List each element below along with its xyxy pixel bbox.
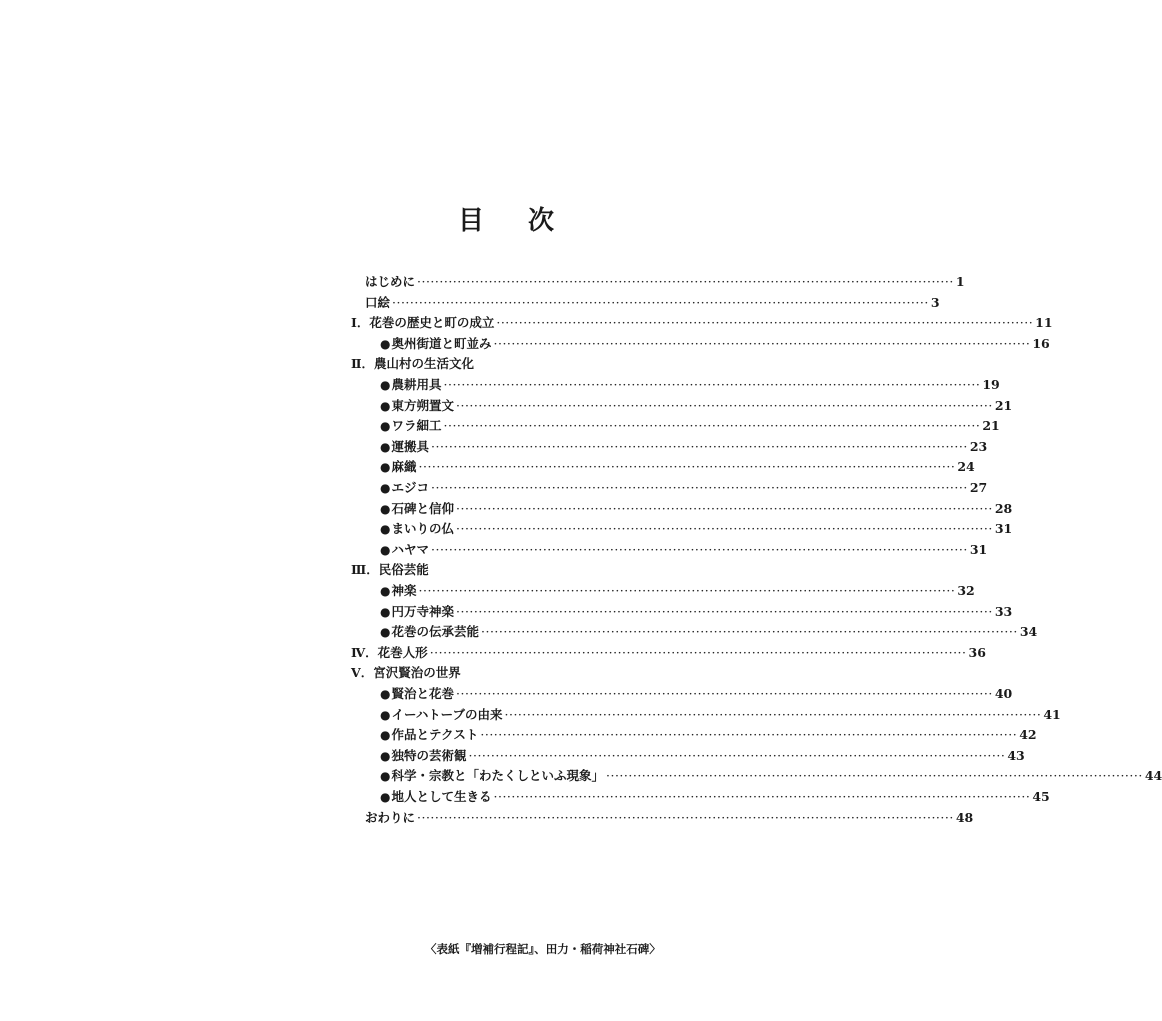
bullet-icon: ●	[380, 584, 391, 598]
leader-dots: ························································································································	[468, 747, 1006, 763]
toc-entry-text: 地人として生きる	[391, 789, 492, 804]
bullet-icon: ●	[380, 769, 391, 784]
leader-dots: ························································································································	[496, 315, 1034, 331]
bullet-icon: ●	[380, 728, 391, 743]
leader-dots: ························································································································	[418, 459, 956, 475]
leader-dots: ························································································································	[456, 521, 993, 537]
toc-page-number: 16	[1032, 335, 1050, 351]
toc-entry-label	[380, 478, 429, 498]
toc-entry-label	[351, 663, 461, 683]
leader-dots: ························································································································	[493, 335, 1031, 351]
toc-page-number: 41	[1043, 706, 1061, 722]
toc-entry-text: 石碑と信仰	[391, 500, 454, 516]
toc-entry-text: 独特の芸術観	[391, 747, 467, 763]
toc-entry-label	[380, 457, 417, 477]
leader-dots: ························································································································	[431, 480, 968, 495]
toc-entry-text: 円万寺神楽	[391, 603, 454, 619]
toc-entry-text: Ⅱ．農山村の生活文化	[351, 356, 475, 372]
toc-entry	[0, 293, 940, 313]
toc-entry	[0, 437, 988, 457]
toc-title	[0, 204, 720, 238]
toc-entry-text: 口絵	[365, 294, 391, 310]
toc-entry-label	[380, 705, 503, 725]
toc-entry	[0, 416, 1000, 436]
toc-entry-text: Ⅲ．民俗芸能	[351, 562, 429, 578]
toc-entry	[0, 313, 1053, 333]
toc-page-number: 32	[957, 583, 975, 598]
toc-entry-label	[380, 746, 467, 766]
toc-entry	[0, 787, 1050, 807]
toc-entry-label	[365, 272, 415, 292]
leader-dots: ························································································································	[480, 727, 1018, 743]
leader-dots: ························································································································	[443, 377, 981, 392]
toc-entry-text: エジコ	[391, 480, 429, 495]
toc-page-number: 45	[1032, 789, 1050, 804]
bullet-icon: ●	[380, 439, 391, 454]
leader-dots: ························································································································	[493, 789, 1031, 804]
bullet-icon: ●	[380, 501, 391, 516]
bullet-icon: ●	[380, 460, 391, 475]
leader-dots: ························································································································	[481, 624, 1018, 640]
toc-entry-label	[365, 293, 390, 313]
leader-dots: ························································································································	[417, 274, 954, 289]
toc-entry-label	[380, 396, 454, 416]
leader-dots: ························································································································	[456, 686, 993, 701]
bullet-icon: ●	[380, 625, 391, 640]
toc-page-number: 11	[1035, 315, 1053, 331]
leader-dots: ························································································································	[418, 583, 956, 598]
leader-dots: ························································································································	[429, 644, 967, 660]
title-char-left: 目	[458, 206, 485, 236]
toc-page-number: 31	[994, 521, 1013, 537]
toc-entry	[0, 354, 720, 374]
toc-entry	[0, 581, 975, 601]
toc-entry-text: イーハトーブの由来	[391, 706, 503, 722]
toc-entry-label	[351, 354, 474, 374]
toc-page-number: 33	[994, 603, 1013, 619]
toc-entry-label	[380, 375, 442, 395]
bullet-icon: ●	[380, 707, 391, 722]
toc-entry-label	[380, 437, 429, 457]
toc-entry-text: 神楽	[391, 583, 417, 598]
toc-entry-label	[380, 581, 417, 601]
toc-entry-label	[351, 313, 494, 333]
toc-entry	[0, 808, 974, 828]
toc-entry-label	[380, 416, 442, 436]
bullet-icon: ●	[380, 604, 391, 619]
toc-entry	[0, 663, 720, 683]
toc-entry-label	[380, 540, 429, 560]
bullet-icon: ●	[380, 419, 391, 434]
toc-entry-text: 賢治と花巻	[391, 686, 454, 701]
toc-entry	[0, 684, 1013, 704]
toc-page-number: 21	[994, 397, 1013, 413]
toc-page-number: 36	[968, 644, 986, 660]
toc-entry-label	[380, 725, 478, 745]
toc-entry-label	[380, 622, 479, 642]
toc-entry-text: ワラ細工	[391, 418, 442, 434]
toc-entry	[0, 540, 988, 560]
toc-entry-text: 運搬具	[391, 438, 429, 454]
toc-entry-label	[380, 766, 604, 786]
toc-entry	[0, 725, 1037, 745]
toc-entry	[0, 622, 1038, 642]
toc-entry	[0, 334, 1050, 354]
toc-entry-text: 作品とテクスト	[391, 727, 479, 743]
toc-page-number: 27	[969, 480, 988, 495]
toc-page-number: 43	[1007, 747, 1025, 763]
toc-entry-text: Ⅳ．花巻人形	[351, 644, 428, 660]
toc-page-number: 21	[982, 418, 1000, 434]
toc-entry	[0, 560, 720, 580]
toc-entry-text: おわりに	[365, 809, 416, 825]
toc-entry-label	[380, 684, 454, 704]
toc-entry-text: はじめに	[365, 274, 416, 289]
toc-entry	[0, 705, 1061, 725]
leader-dots: ························································································································	[456, 603, 993, 619]
leader-dots: ························································································································	[417, 809, 954, 825]
leader-dots: ························································································································	[431, 541, 968, 557]
bullet-icon: ●	[380, 542, 391, 557]
toc-entry	[0, 602, 1013, 622]
toc-page-number: 23	[969, 438, 988, 454]
toc-entry-text: 花巻の伝承芸能	[391, 624, 479, 640]
toc-entry-text: 科学・宗教と「わたくしといふ現象」	[391, 768, 604, 784]
leader-dots: ························································································································	[504, 706, 1042, 722]
toc-entry-label	[380, 499, 454, 519]
toc-page-number: 48	[955, 809, 974, 825]
toc-page-number: 28	[994, 500, 1013, 516]
toc-page-number: 44	[1144, 768, 1162, 784]
toc-entry-text: Ⅴ．宮沢賢治の世界	[351, 665, 461, 681]
toc-entry-text: Ⅰ．花巻の歴史と町の成立	[351, 315, 495, 331]
leader-dots: ························································································································	[392, 294, 929, 310]
toc-entry-text: ハヤマ	[391, 541, 429, 557]
toc-page-number: 40	[994, 686, 1013, 701]
toc-entry	[0, 272, 965, 292]
bullet-icon: ●	[380, 687, 391, 701]
toc-entry-text: 麻織	[391, 459, 417, 475]
toc-entry	[0, 746, 1025, 766]
bullet-icon: ●	[380, 336, 391, 351]
toc-entry	[0, 478, 988, 498]
leader-dots: ························································································································	[443, 418, 981, 434]
toc-entry	[0, 643, 986, 663]
toc-entry-label	[380, 602, 454, 622]
toc-entry-label	[351, 643, 428, 663]
bullet-icon: ●	[380, 398, 391, 413]
toc-page-number: 31	[969, 541, 988, 557]
toc-entry	[0, 396, 1013, 416]
bullet-icon: ●	[380, 522, 391, 537]
toc-page-number: 42	[1019, 727, 1037, 743]
toc-entry	[0, 457, 975, 477]
toc-page-number: 24	[957, 459, 975, 475]
title-char-right: 次	[528, 206, 555, 236]
bullet-icon: ●	[380, 790, 391, 804]
leader-dots: ························································································································	[456, 500, 993, 516]
toc-entry-label	[380, 519, 454, 539]
leader-dots: ························································································································	[431, 438, 968, 454]
toc-entry	[0, 519, 1013, 539]
toc-entry-label	[351, 560, 429, 580]
toc-entry-label	[380, 787, 492, 807]
toc-entry-label	[380, 334, 492, 354]
toc-page-number: 1	[955, 274, 965, 289]
toc-entry-text: 農耕用具	[391, 377, 442, 392]
toc-page-number: 3	[930, 294, 940, 310]
toc-entry-text: 奥州街道と町並み	[391, 335, 492, 351]
leader-dots: ························································································································	[606, 768, 1143, 784]
bullet-icon: ●	[380, 748, 391, 763]
toc-entry-text: 東方朔置文	[391, 397, 454, 413]
cover-caption: 〈表紙『増補行程記』、田力・稲荷神社石碑〉	[425, 942, 661, 956]
toc-page-number: 19	[982, 377, 1000, 392]
toc-entry-text: まいりの仏	[391, 521, 454, 537]
bullet-icon: ●	[380, 481, 391, 495]
toc-entry	[0, 375, 1000, 395]
bullet-icon: ●	[380, 378, 391, 392]
leader-dots: ························································································································	[456, 397, 993, 413]
toc-entry	[0, 499, 1013, 519]
toc-page-number: 34	[1019, 624, 1038, 640]
toc-entry-label	[365, 808, 415, 828]
toc-entry	[0, 766, 1162, 786]
